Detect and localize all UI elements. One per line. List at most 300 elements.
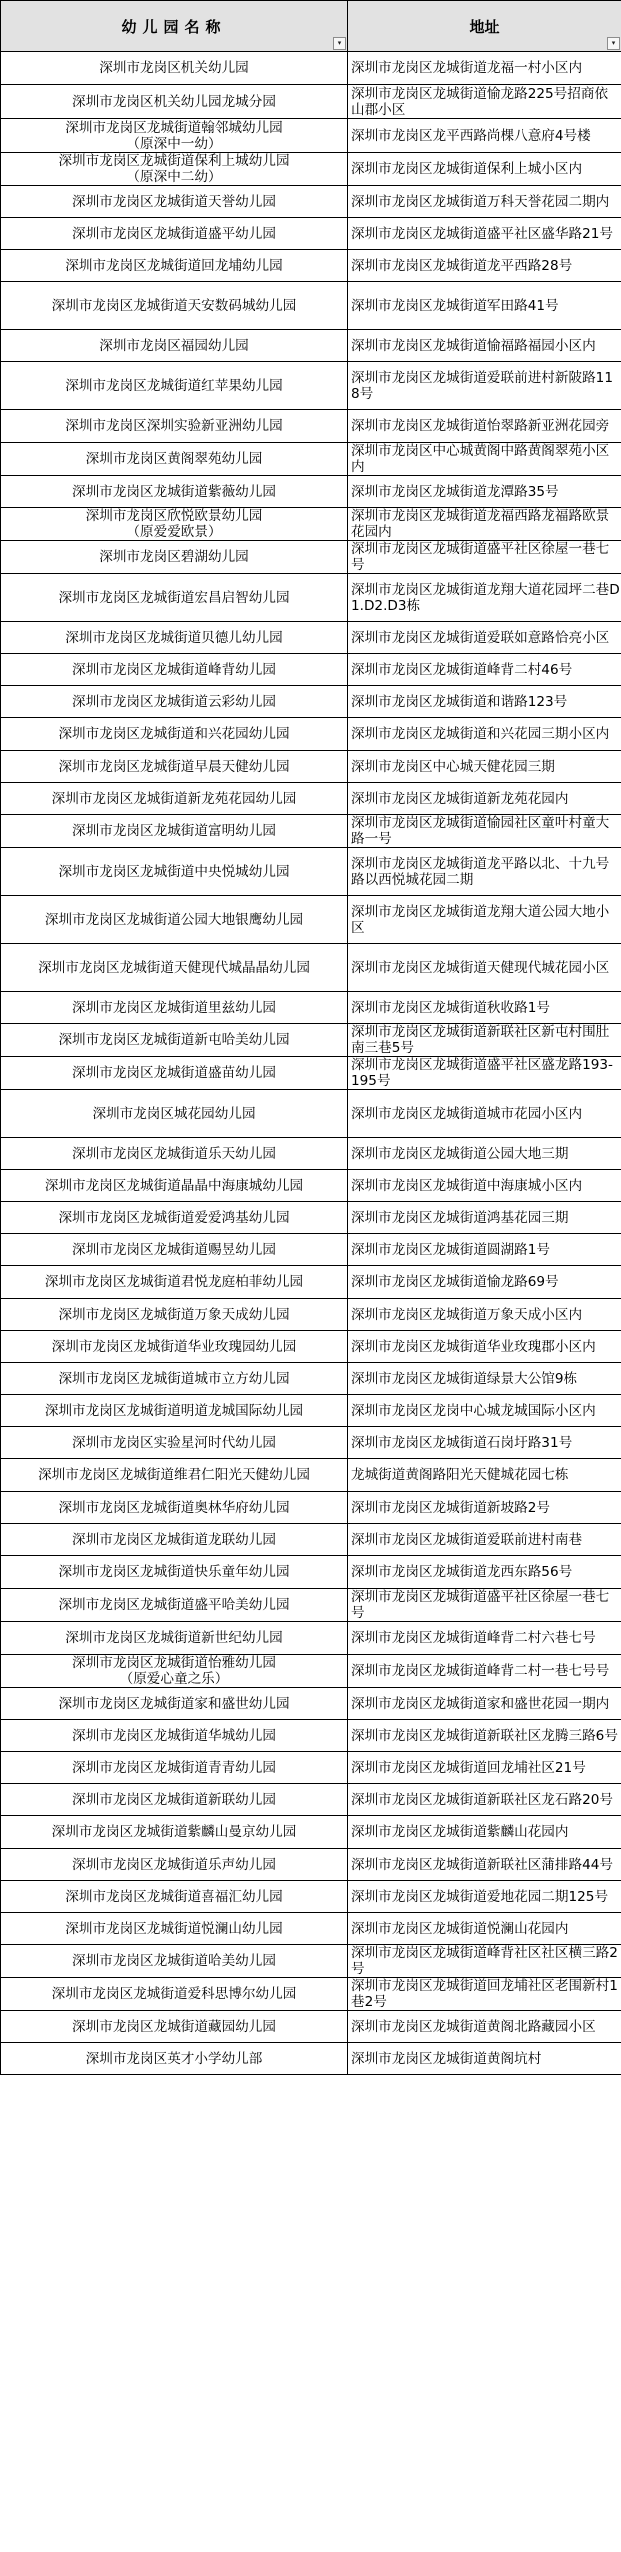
kindergarten-address: 深圳市龙岗区龙城街道爱联如意路恰亮小区 [351, 629, 610, 646]
address-cell[interactable] [348, 1266, 621, 1299]
address-cell[interactable] [348, 1978, 621, 2011]
table-row [1, 443, 621, 476]
kindergarten-address: 深圳市龙岗区龙城街道黄阁北路藏园小区 [351, 2018, 596, 2035]
address-cell[interactable] [348, 686, 621, 718]
kindergarten-address: 深圳市龙岗区龙城街道石岗圩路31号 [351, 1434, 573, 1451]
table-row [1, 848, 621, 896]
kindergarten-name-cell[interactable] [1, 1138, 348, 1170]
table-row [1, 1589, 621, 1622]
kindergarten-name-cell[interactable] [1, 1492, 348, 1524]
kindergarten-name: 深圳市龙岗区欣悦欧景幼儿园 [85, 508, 263, 524]
table-row [1, 654, 621, 686]
kindergarten-name-cell[interactable] [1, 362, 348, 410]
kindergarten-name-cell[interactable] [1, 153, 348, 186]
kindergarten-name: 深圳市龙岗区龙城街道城市立方幼儿园 [58, 1370, 290, 1387]
address-cell[interactable] [348, 1299, 621, 1331]
kindergarten-name: 深圳市龙岗区黄阁翠苑幼儿园 [85, 451, 263, 467]
table-row [1, 186, 621, 218]
kindergarten-address: 深圳市龙岗区龙城街道军田路41号 [351, 297, 559, 314]
table-row [1, 783, 621, 815]
kindergarten-name-cell[interactable] [1, 218, 348, 250]
kindergarten-name-cell[interactable] [1, 896, 348, 944]
column-header-name [1, 1, 348, 52]
kindergarten-name: 深圳市龙岗区龙城街道盛平哈美幼儿园 [58, 1597, 290, 1613]
table-row [1, 1170, 621, 1202]
kindergarten-name-cell[interactable] [1, 944, 348, 992]
address-cell[interactable] [348, 541, 621, 574]
table-row [1, 1492, 621, 1524]
kindergarten-address: 深圳市龙岗区龙城街道爱联前进村南巷 [351, 1531, 583, 1548]
kindergarten-name-cell[interactable] [1, 85, 348, 119]
kindergarten-name: 深圳市龙岗区龙城街道红苹果幼儿园 [65, 377, 283, 394]
kindergarten-former-name: （原爱心童之乐） [119, 1671, 229, 1687]
kindergarten-address: 深圳市龙岗区龙城街道华业玫瑰郡小区内 [351, 1338, 596, 1355]
kindergarten-name: 深圳市龙岗区龙城街道爱爱鸿基幼儿园 [58, 1209, 290, 1226]
kindergarten-address: 深圳市龙岗区龙城街道愉园社区童叶村童大路一号 [351, 815, 610, 847]
table-row [1, 1363, 621, 1395]
address-cell[interactable] [348, 1655, 621, 1688]
kindergarten-address: 深圳市龙岗区龙城街道爱地花园二期125号 [351, 1888, 609, 1905]
kindergarten-name-cell[interactable] [1, 1524, 348, 1556]
kindergarten-name: 深圳市龙岗区龙城街道天誉幼儿园 [72, 193, 276, 210]
address-cell[interactable] [348, 508, 621, 541]
kindergarten-name-cell[interactable] [1, 1331, 348, 1363]
address-cell[interactable] [348, 751, 621, 783]
address-cell[interactable] [348, 1622, 621, 1655]
table-row [1, 1688, 621, 1720]
kindergarten-name: 深圳市龙岗区龙城街道喜福汇幼儿园 [65, 1888, 283, 1905]
table-row [1, 1913, 621, 1945]
kindergarten-address: 深圳市龙岗区龙平西路尚棵八意府4号楼 [351, 127, 591, 144]
table-row [1, 1266, 621, 1299]
address-cell[interactable] [348, 119, 621, 153]
kindergarten-address: 深圳市龙岗区龙城街道盛平社区盛华路21号 [351, 225, 613, 242]
kindergarten-address: 深圳市龙岗区龙城街道万科天誉花园二期内 [351, 193, 610, 210]
table-row [1, 2011, 621, 2043]
address-cell[interactable] [348, 622, 621, 654]
kindergarten-address: 深圳市龙岗区龙城街道愉福路福园小区内 [351, 337, 596, 354]
kindergarten-name-cell[interactable] [1, 250, 348, 282]
address-cell[interactable] [348, 783, 621, 815]
kindergarten-name: 深圳市龙岗区龙城街道奥林华府幼儿园 [58, 1499, 290, 1516]
address-cell[interactable] [348, 1688, 621, 1720]
address-cell[interactable] [348, 153, 621, 186]
kindergarten-name: 深圳市龙岗区龙城街道明道龙城国际幼儿园 [44, 1402, 304, 1419]
kindergarten-address: 深圳市龙岗区龙城街道盛平社区徐屋一巷七号 [351, 541, 610, 573]
kindergarten-name-cell[interactable] [1, 1913, 348, 1945]
kindergarten-address: 深圳市龙岗区龙城街道峰背二村一巷七号号 [351, 1663, 610, 1679]
address-cell[interactable] [348, 218, 621, 250]
column-header-address [348, 1, 621, 52]
table-row [1, 1234, 621, 1266]
kindergarten-address: 深圳市龙岗区龙城街道新联社区蒲排路44号 [351, 1856, 613, 1873]
kindergarten-name: 深圳市龙岗区龙城街道哈美幼儿园 [72, 1953, 276, 1969]
kindergarten-address: 深圳市龙岗区龙城街道悦澜山花园内 [351, 1920, 569, 1937]
address-cell[interactable] [348, 443, 621, 476]
table-row [1, 1524, 621, 1556]
kindergarten-address: 深圳市龙岗区中心城天健花园三期 [351, 758, 555, 775]
address-cell[interactable] [348, 2043, 621, 2075]
kindergarten-name: 深圳市龙岗区龙城街道怡雅幼儿园 [72, 1655, 276, 1671]
table-row [1, 330, 621, 362]
kindergarten-name-cell[interactable] [1, 1202, 348, 1234]
kindergarten-address: 深圳市龙岗区龙城街道新联社区龙腾三路6号 [351, 1727, 618, 1744]
kindergarten-name-cell[interactable] [1, 1427, 348, 1459]
kindergarten-name-cell[interactable] [1, 1752, 348, 1784]
kindergarten-address: 深圳市龙岗区龙城街道龙福一村小区内 [351, 60, 583, 76]
kindergarten-name: 深圳市龙岗区龙城街道紫薇幼儿园 [72, 483, 276, 500]
address-cell[interactable] [348, 718, 621, 751]
kindergarten-address: 深圳市龙岗区龙城街道回龙埔社区老围新村1巷2号 [351, 1978, 618, 2010]
address-cell[interactable] [348, 1492, 621, 1524]
address-cell[interactable] [348, 410, 621, 443]
kindergarten-address: 深圳市龙岗区龙城街道家和盛世花园一期内 [351, 1695, 610, 1712]
kindergarten-address: 深圳市龙岗区龙城街道和兴花园三期小区内 [351, 726, 610, 742]
kindergarten-name: 深圳市龙岗区英才小学幼儿部 [85, 2050, 263, 2067]
kindergarten-name-cell[interactable] [1, 1589, 348, 1622]
kindergarten-address: 深圳市龙岗区龙城街道黄阁坑村 [351, 2050, 542, 2067]
kindergarten-name-cell[interactable] [1, 1688, 348, 1720]
kindergarten-name: 深圳市龙岗区龙城街道华业玫瑰园幼儿园 [51, 1338, 297, 1355]
kindergarten-name-cell[interactable] [1, 541, 348, 574]
address-cell[interactable] [348, 1720, 621, 1752]
kindergarten-address: 深圳市龙岗区龙城街道愉龙路225号招商依山郡小区 [351, 85, 609, 118]
kindergarten-address: 深圳市龙岗区龙城街道新坡路2号 [351, 1499, 550, 1516]
address-cell[interactable] [348, 1752, 621, 1784]
kindergarten-name: 深圳市龙岗区龙城街道富明幼儿园 [72, 823, 276, 839]
table-row [1, 508, 621, 541]
table-row [1, 541, 621, 574]
kindergarten-name: 深圳市龙岗区龙城街道新龙苑花园幼儿园 [51, 790, 297, 807]
kindergarten-address: 深圳市龙岗区龙城街道盛平社区徐屋一巷七号 [351, 1589, 610, 1621]
kindergarten-name: 深圳市龙岗区龙城街道峰背幼儿园 [72, 661, 276, 678]
kindergarten-name: 深圳市龙岗区城花园幼儿园 [92, 1105, 256, 1122]
address-cell[interactable] [348, 1138, 621, 1170]
address-cell[interactable] [348, 1945, 621, 1978]
table-row [1, 1331, 621, 1363]
table-row [1, 1395, 621, 1427]
kindergarten-name-cell[interactable] [1, 622, 348, 654]
kindergarten-name: 深圳市龙岗区龙城街道乐声幼儿园 [72, 1856, 276, 1873]
address-cell[interactable] [348, 1202, 621, 1234]
kindergarten-address: 深圳市龙岗区龙城街道天健现代城花园小区 [351, 959, 610, 976]
address-cell[interactable] [348, 1556, 621, 1589]
kindergarten-name: 深圳市龙岗区龙城街道保利上城幼儿园 [58, 153, 290, 169]
kindergarten-name-cell[interactable] [1, 1395, 348, 1427]
kindergarten-name-cell[interactable] [1, 330, 348, 362]
table-row [1, 1978, 621, 2011]
kindergarten-address: 深圳市龙岗区龙城街道龙平路以北、十九号路以西悦城花园二期 [351, 855, 610, 888]
kindergarten-name: 深圳市龙岗区龙城街道悦澜山幼儿园 [65, 1920, 283, 1937]
address-cell[interactable] [348, 1395, 621, 1427]
kindergarten-name: 深圳市龙岗区龙城街道龙联幼儿园 [72, 1531, 276, 1548]
kindergarten-name: 深圳市龙岗区龙城街道华城幼儿园 [72, 1727, 276, 1744]
table-row [1, 574, 621, 622]
table-row [1, 944, 621, 992]
table-row [1, 282, 621, 330]
address-cell[interactable] [348, 1816, 621, 1849]
kindergarten-address: 深圳市龙岗区龙城街道峰背二村46号 [351, 661, 573, 678]
table-row [1, 476, 621, 508]
kindergarten-name: 深圳市龙岗区龙城街道天健现代城晶晶幼儿园 [38, 959, 310, 976]
address-cell[interactable] [348, 1784, 621, 1816]
kindergarten-name-cell[interactable] [1, 1945, 348, 1978]
table-row [1, 1057, 621, 1090]
column-header-name-label: 幼儿园名称 [121, 17, 227, 36]
kindergarten-former-name: （原爱爱欧景） [126, 524, 222, 540]
filter-dropdown-icon[interactable]: ▾ [333, 37, 346, 50]
table-row [1, 896, 621, 944]
kindergarten-name: 深圳市龙岗区龙城街道中央悦城幼儿园 [58, 863, 290, 880]
address-cell[interactable] [348, 1589, 621, 1622]
kindergarten-name-cell[interactable] [1, 574, 348, 622]
address-cell[interactable] [348, 654, 621, 686]
table-row [1, 1849, 621, 1881]
kindergarten-address: 深圳市龙岗区龙城街道龙潭路35号 [351, 483, 559, 500]
table-row [1, 1720, 621, 1752]
kindergarten-name-cell[interactable] [1, 52, 348, 85]
filter-dropdown-icon[interactable]: ▾ [607, 37, 620, 50]
table-row [1, 1945, 621, 1978]
kindergarten-name: 深圳市龙岗区龙城街道爱科思博尔幼儿园 [51, 1986, 297, 2002]
kindergarten-name: 深圳市龙岗区龙城街道君悦龙庭柏菲幼儿园 [44, 1274, 304, 1290]
kindergarten-address: 深圳市龙岗区龙城街道回龙埔社区21号 [351, 1759, 586, 1776]
address-cell[interactable] [348, 186, 621, 218]
kindergarten-name-cell[interactable] [1, 476, 348, 508]
kindergarten-name-cell[interactable] [1, 186, 348, 218]
kindergarten-name-cell[interactable] [1, 1057, 348, 1090]
table-row [1, 1427, 621, 1459]
kindergarten-address: 深圳市龙岗区龙城街道爱联前进村新陂路118号 [351, 369, 613, 402]
kindergarten-address: 深圳市龙岗区龙岗中心城龙城国际小区内 [351, 1402, 596, 1419]
kindergarten-name-cell[interactable] [1, 1978, 348, 2011]
kindergarten-address: 深圳市龙岗区龙城街道紫麟山花园内 [351, 1824, 569, 1840]
table-row [1, 1752, 621, 1784]
address-cell[interactable] [348, 992, 621, 1024]
address-cell[interactable] [348, 1881, 621, 1913]
kindergarten-former-name: （原深中二幼） [126, 169, 222, 185]
address-cell[interactable] [348, 1170, 621, 1202]
kindergarten-name: 深圳市龙岗区龙城街道新世纪幼儿园 [65, 1630, 283, 1646]
kindergarten-name: 深圳市龙岗区龙城街道藏园幼儿园 [72, 2018, 276, 2035]
kindergarten-name-cell[interactable] [1, 119, 348, 153]
kindergarten-name: 深圳市龙岗区龙城街道赐昱幼儿园 [72, 1241, 276, 1258]
address-cell[interactable] [348, 1057, 621, 1090]
address-cell[interactable] [348, 330, 621, 362]
kindergarten-name-cell[interactable] [1, 1459, 348, 1492]
kindergarten-name-cell[interactable] [1, 508, 348, 541]
header-row [1, 1, 621, 52]
table-row [1, 2043, 621, 2075]
kindergarten-name-cell[interactable] [1, 686, 348, 718]
table-row [1, 718, 621, 751]
kindergarten-name-cell[interactable] [1, 1234, 348, 1266]
kindergarten-name-cell[interactable] [1, 783, 348, 815]
address-cell[interactable] [348, 85, 621, 119]
kindergarten-name: 深圳市龙岗区碧湖幼儿园 [99, 549, 249, 565]
kindergarten-name: 深圳市龙岗区龙城街道家和盛世幼儿园 [58, 1695, 290, 1712]
kindergarten-name: 深圳市龙岗区龙城街道紫麟山曼京幼儿园 [51, 1824, 297, 1840]
table-row [1, 622, 621, 654]
address-cell[interactable] [348, 1427, 621, 1459]
kindergarten-name-cell[interactable] [1, 282, 348, 330]
kindergarten-name-cell[interactable] [1, 751, 348, 783]
address-cell[interactable] [348, 574, 621, 622]
kindergarten-address: 深圳市龙岗区龙城街道中海康城小区内 [351, 1177, 583, 1194]
kindergarten-address: 深圳市龙岗区龙城街道龙西东路56号 [351, 1564, 573, 1580]
kindergarten-name: 深圳市龙岗区龙城街道晶晶中海康城幼儿园 [44, 1177, 304, 1194]
table-row [1, 85, 621, 119]
kindergarten-name: 深圳市龙岗区龙城街道万象天成幼儿园 [58, 1306, 290, 1323]
kindergarten-address: 龙城街道黄阁路阳光天健城花园七栋 [351, 1467, 569, 1483]
kindergarten-name-cell[interactable] [1, 1622, 348, 1655]
address-cell[interactable] [348, 1234, 621, 1266]
kindergarten-address: 深圳市龙岗区龙城街道峰背社区社区横三路2号 [351, 1945, 618, 1977]
kindergarten-address: 深圳市龙岗区龙城街道城市花园小区内 [351, 1105, 583, 1122]
kindergarten-name-cell[interactable] [1, 992, 348, 1024]
kindergarten-name: 深圳市龙岗区龙城街道青青幼儿园 [72, 1759, 276, 1776]
address-cell[interactable] [348, 250, 621, 282]
address-cell[interactable] [348, 362, 621, 410]
kindergarten-name: 深圳市龙岗区龙城街道维君仁阳光天健幼儿园 [38, 1467, 310, 1483]
kindergarten-name: 深圳市龙岗区龙城街道乐天幼儿园 [72, 1145, 276, 1162]
kindergarten-name: 深圳市龙岗区龙城街道里兹幼儿园 [72, 999, 276, 1016]
table-row [1, 1784, 621, 1816]
address-cell[interactable] [348, 944, 621, 992]
kindergarten-name: 深圳市龙岗区龙城街道快乐童年幼儿园 [58, 1564, 290, 1580]
kindergarten-name-cell[interactable] [1, 718, 348, 751]
table-row [1, 362, 621, 410]
table-row [1, 410, 621, 443]
table-row [1, 1024, 621, 1057]
kindergarten-address: 深圳市龙岗区龙城街道秋收路1号 [351, 999, 550, 1016]
kindergarten-address: 深圳市龙岗区龙城街道龙平西路28号 [351, 257, 573, 274]
kindergarten-name: 深圳市龙岗区龙城街道早晨天健幼儿园 [58, 758, 290, 775]
kindergarten-name: 深圳市龙岗区龙城街道云彩幼儿园 [72, 693, 276, 710]
kindergarten-name-cell[interactable] [1, 1266, 348, 1299]
kindergarten-address: 深圳市龙岗区龙城街道盛平社区盛龙路193-195号 [351, 1057, 613, 1089]
table-row [1, 1881, 621, 1913]
table-body [1, 52, 621, 2075]
kindergarten-address: 深圳市龙岗区龙城街道和谐路123号 [351, 693, 568, 710]
table-row [1, 1299, 621, 1331]
table-row [1, 815, 621, 848]
address-cell[interactable] [348, 1913, 621, 1945]
table-row [1, 1459, 621, 1492]
address-cell[interactable] [348, 1090, 621, 1138]
table-row [1, 119, 621, 153]
kindergarten-name-cell[interactable] [1, 1655, 348, 1688]
table-row [1, 153, 621, 186]
address-cell[interactable] [348, 476, 621, 508]
address-cell[interactable] [348, 52, 621, 85]
kindergarten-name-cell[interactable] [1, 1720, 348, 1752]
kindergarten-name: 深圳市龙岗区机关幼儿园龙城分园 [72, 93, 276, 110]
kindergarten-address: 深圳市龙岗区龙城街道万象天成小区内 [351, 1306, 583, 1323]
address-cell[interactable] [348, 1024, 621, 1057]
kindergarten-name-cell[interactable] [1, 815, 348, 848]
address-cell[interactable] [348, 282, 621, 330]
table-row [1, 1556, 621, 1589]
address-cell[interactable] [348, 1363, 621, 1395]
kindergarten-name-cell[interactable] [1, 1024, 348, 1057]
table-row [1, 1090, 621, 1138]
kindergarten-address: 深圳市龙岗区龙城街道愉龙路69号 [351, 1274, 559, 1290]
address-cell[interactable] [348, 2011, 621, 2043]
kindergarten-address: 深圳市龙岗区龙城街道峰背二村六巷七号 [351, 1630, 596, 1646]
kindergarten-name: 深圳市龙岗区深圳实验新亚洲幼儿园 [65, 418, 283, 434]
address-cell[interactable] [348, 1459, 621, 1492]
kindergarten-name: 深圳市龙岗区龙城街道盛苗幼儿园 [72, 1065, 276, 1081]
table-row [1, 1138, 621, 1170]
column-header-address-label: 地址 [469, 17, 500, 36]
kindergarten-name-cell[interactable] [1, 1816, 348, 1849]
kindergarten-name-cell[interactable] [1, 2011, 348, 2043]
kindergarten-address: 深圳市龙岗区龙城街道公园大地三期 [351, 1145, 569, 1162]
kindergarten-address: 深圳市龙岗区龙城街道圆湖路1号 [351, 1241, 550, 1258]
kindergarten-name-cell[interactable] [1, 1170, 348, 1202]
kindergarten-name-cell[interactable] [1, 1881, 348, 1913]
kindergarten-address: 深圳市龙岗区龙城街道新联社区龙石路20号 [351, 1791, 613, 1808]
kindergarten-address: 深圳市龙岗区龙城街道龙福西路龙福路欧景花园内 [351, 508, 610, 540]
kindergarten-name-cell[interactable] [1, 654, 348, 686]
kindergarten-name-cell[interactable] [1, 1556, 348, 1589]
address-cell[interactable] [348, 896, 621, 944]
table-row [1, 751, 621, 783]
table-row [1, 1816, 621, 1849]
kindergarten-address: 深圳市龙岗区龙城街道绿景大公馆9栋 [351, 1370, 578, 1387]
address-cell[interactable] [348, 848, 621, 896]
kindergarten-name: 深圳市龙岗区龙城街道天安数码城幼儿园 [51, 297, 297, 314]
table-row [1, 1622, 621, 1655]
kindergarten-address: 深圳市龙岗区龙城街道龙翔大道公园大地小区 [351, 903, 610, 936]
table-row [1, 1655, 621, 1688]
kindergarten-former-name: （原深中一幼） [126, 135, 222, 152]
address-cell[interactable] [348, 1849, 621, 1881]
kindergarten-name-cell[interactable] [1, 1363, 348, 1395]
kindergarten-name: 深圳市龙岗区龙城街道翰邻城幼儿园 [65, 119, 283, 136]
table-row [1, 218, 621, 250]
kindergarten-name-cell[interactable] [1, 1299, 348, 1331]
table-row [1, 52, 621, 85]
kindergarten-address: 深圳市龙岗区龙城街道鸿基花园三期 [351, 1209, 569, 1226]
kindergarten-address: 深圳市龙岗区龙城街道龙翔大道花园坪二巷D1.D2.D3栋 [351, 581, 620, 614]
kindergarten-address: 深圳市龙岗区龙城街道新联社区新屯村围肚南三巷5号 [351, 1024, 610, 1056]
kindergarten-name: 深圳市龙岗区龙城街道宏昌启智幼儿园 [58, 589, 290, 606]
kindergarten-name-cell[interactable] [1, 410, 348, 443]
kindergarten-name: 深圳市龙岗区龙城街道新屯哈美幼儿园 [58, 1032, 290, 1048]
address-cell[interactable] [348, 1331, 621, 1363]
kindergarten-name-cell[interactable] [1, 1784, 348, 1816]
kindergarten-name-cell[interactable] [1, 1090, 348, 1138]
kindergarten-name-cell[interactable] [1, 2043, 348, 2075]
kindergarten-name: 深圳市龙岗区龙城街道回龙埔幼儿园 [65, 257, 283, 274]
kindergarten-name-cell[interactable] [1, 848, 348, 896]
kindergarten-name-cell[interactable] [1, 1849, 348, 1881]
kindergarten-address: 深圳市龙岗区龙城街道怡翠路新亚洲花园旁 [351, 418, 610, 434]
address-cell[interactable] [348, 1524, 621, 1556]
table-row [1, 1202, 621, 1234]
kindergarten-name: 深圳市龙岗区福园幼儿园 [99, 337, 249, 354]
kindergarten-name: 深圳市龙岗区龙城街道盛平幼儿园 [72, 225, 276, 242]
kindergarten-name: 深圳市龙岗区实验星河时代幼儿园 [72, 1434, 276, 1451]
kindergarten-name: 深圳市龙岗区龙城街道贝德儿幼儿园 [65, 629, 283, 646]
table-row [1, 686, 621, 718]
table-row [1, 250, 621, 282]
address-cell[interactable] [348, 815, 621, 848]
kindergarten-address: 深圳市龙岗区龙城街道保利上城小区内 [351, 161, 583, 177]
kindergarten-name-cell[interactable] [1, 443, 348, 476]
